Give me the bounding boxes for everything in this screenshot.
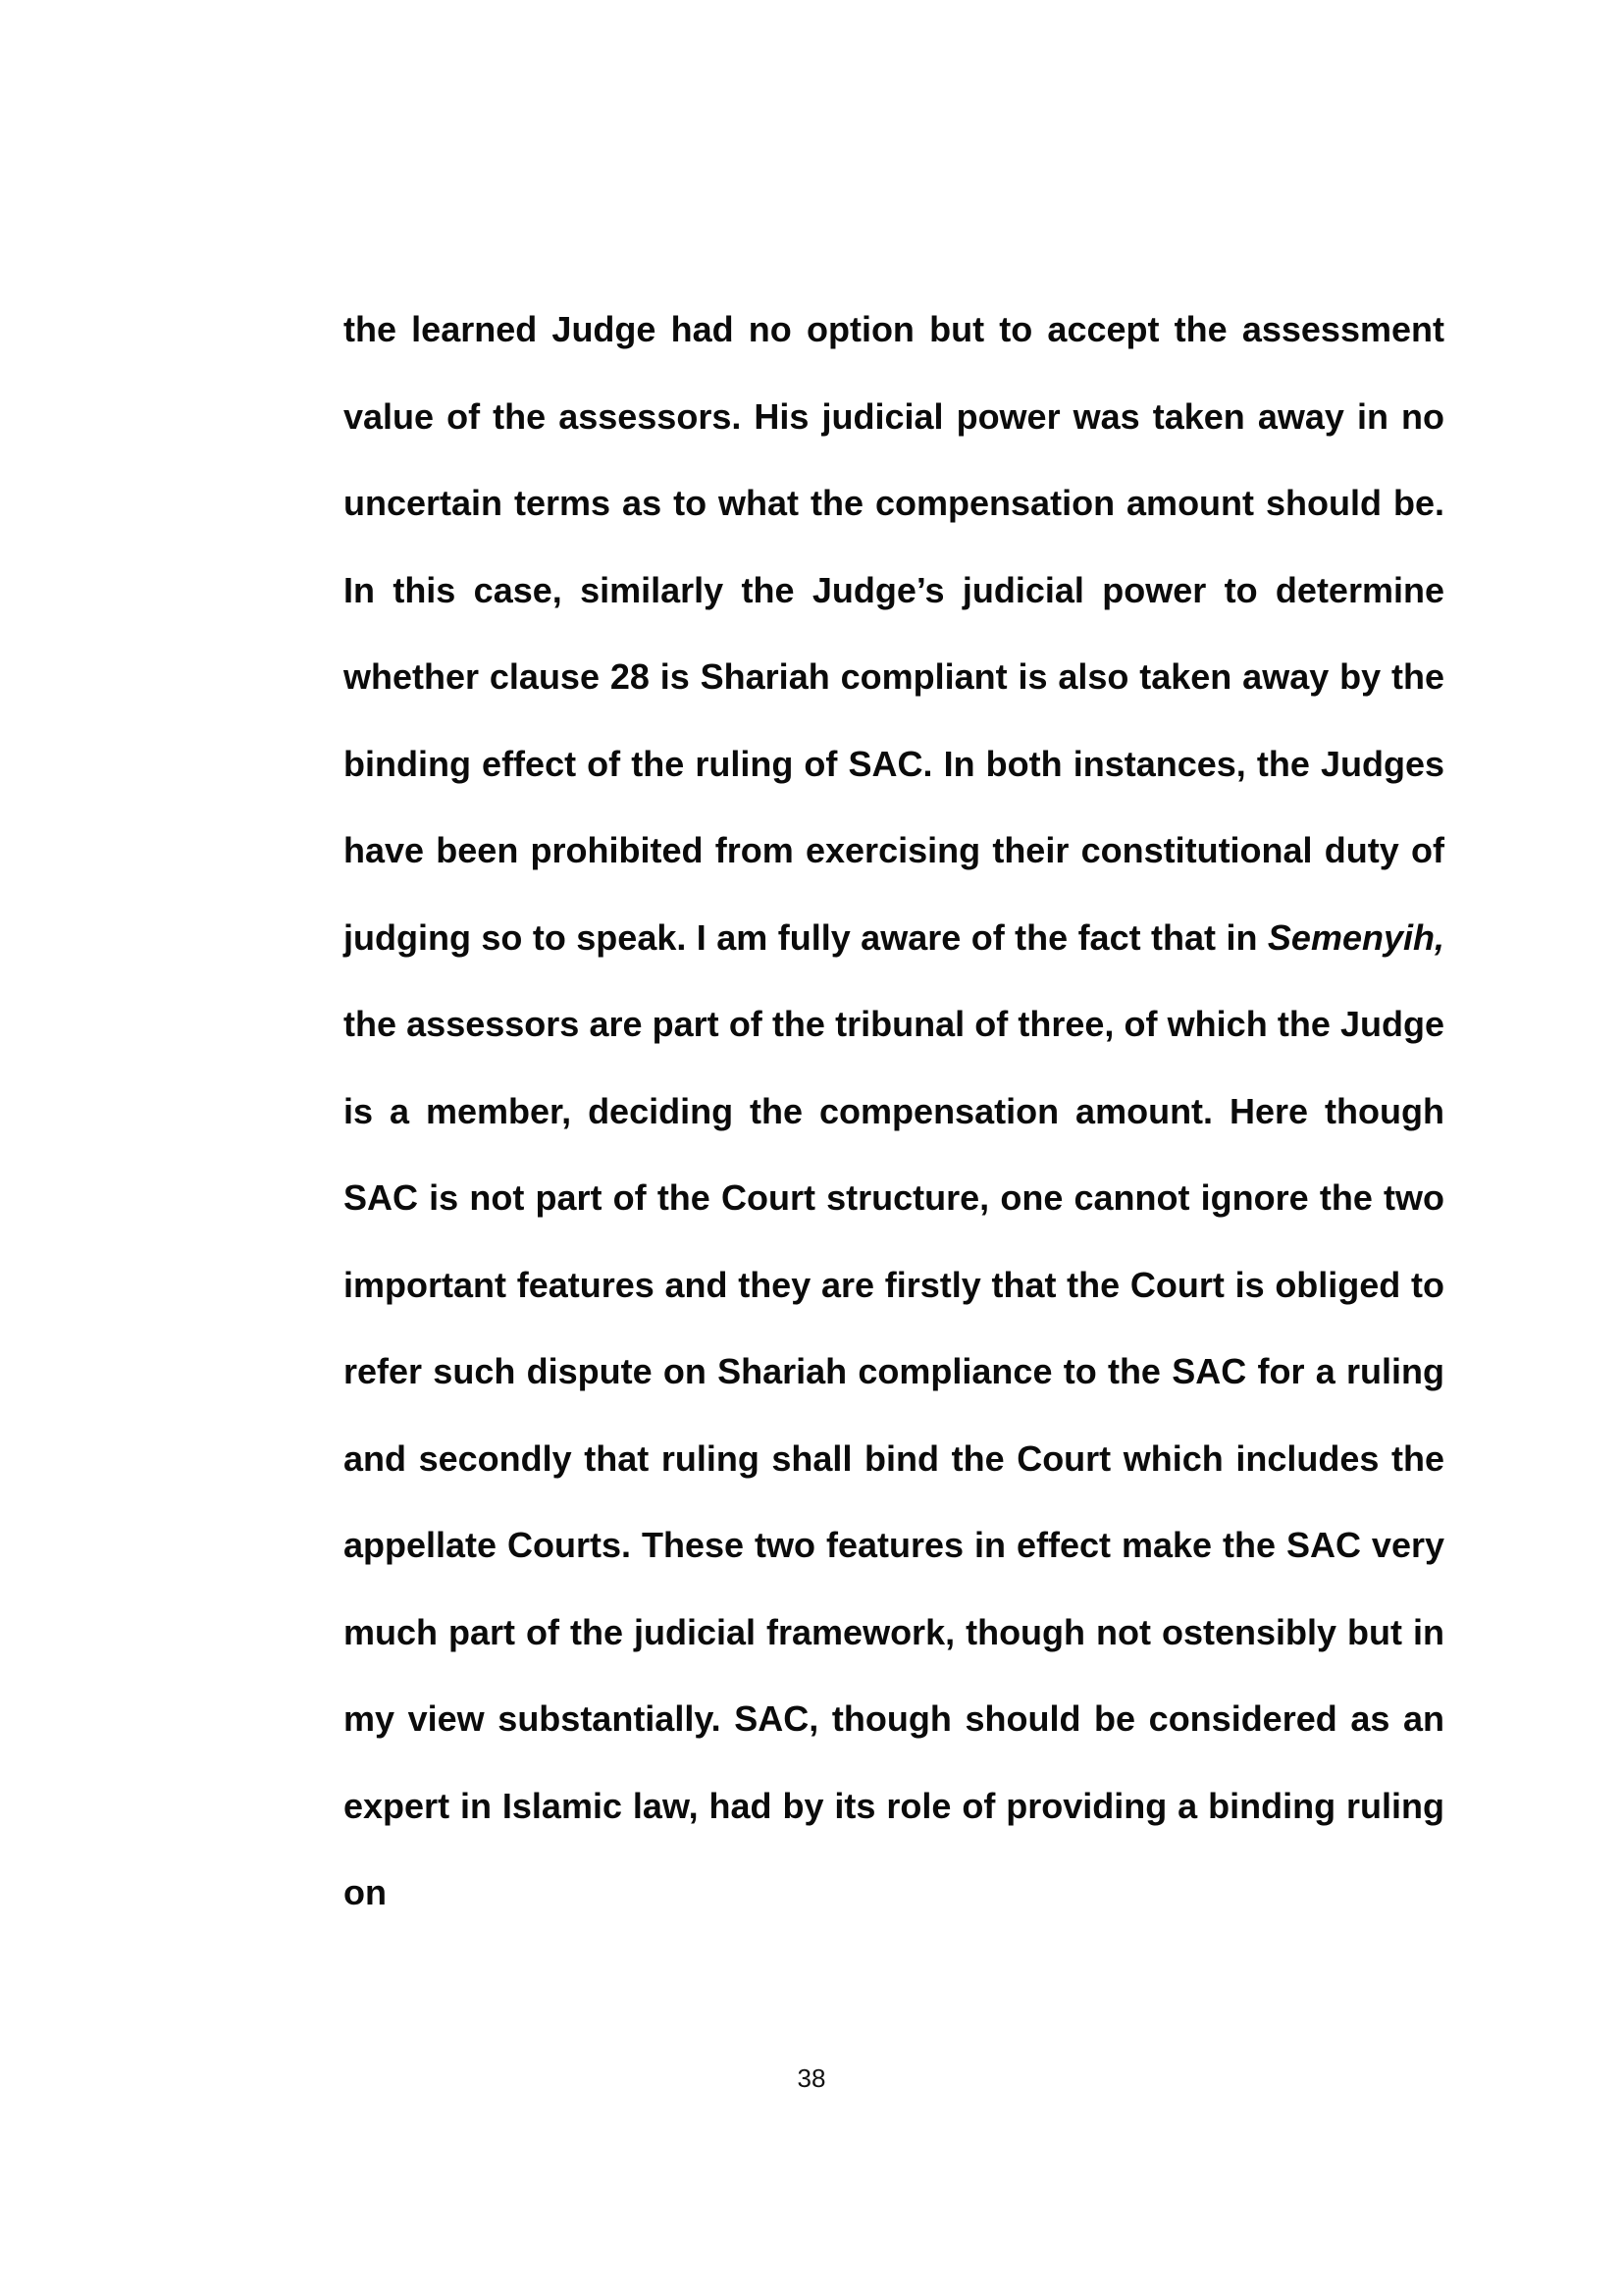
paragraph-text-before-case: the learned Judge had no option but to accept the assessment value of the assessors. His judicial power was taken away in no uncertain terms as to what the compensation amount should be. In this case, similarly the Judge’s judicial power to determine whether clause 28 is Shariah compliant is also taken away by the binding effect of the ruling of SAC. In both instances, the Judges have been prohibited from exercising their constitutional duty of judging so to speak. I am fully aware of the fact that in (343, 309, 1444, 958)
page-number: 38 (797, 2063, 826, 2093)
paragraph-text-after-case: the assessors are part of the tribunal of three, of which the Judge is a member, deciding the compensation amount. Here though SAC is not part of the Court structure, one cannot ignore the two important features and they are firstly that the Court is obliged to refer such dispute on Shariah compliance to the SAC for a ruling and secondly that ruling shall bind the Court which includes the appellate Courts. These two features in effect make the SAC very much part of the judicial framework, though not ostensibly but in my view substantially. SAC, though should be considered as an expert in Islamic law, had by its role of providing a binding ruling on (343, 1004, 1444, 1912)
body-paragraph (343, 287, 1444, 1937)
case-name-italic: Semenyih, (1267, 916, 1444, 958)
